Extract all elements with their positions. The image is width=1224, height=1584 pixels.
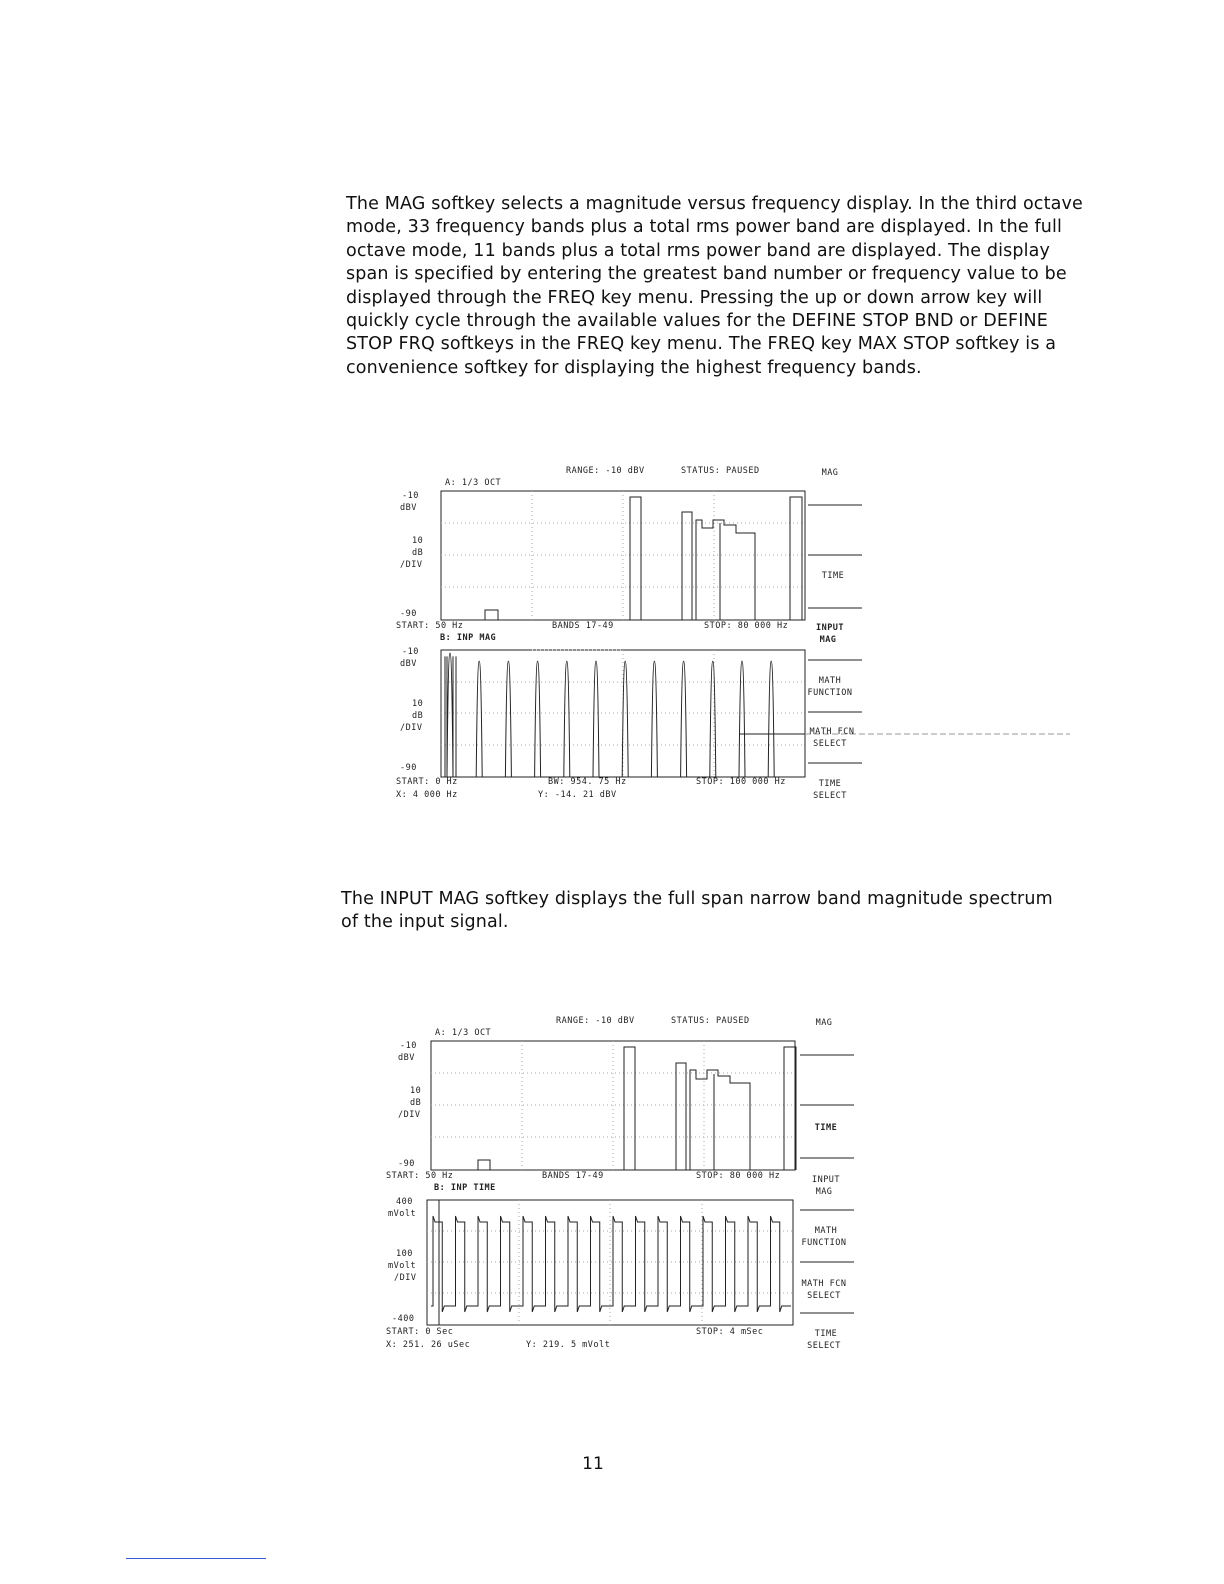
analyzer-screen-mag <box>390 463 870 808</box>
trace-b-ref: 400 <box>396 1197 413 1207</box>
trace-a-ref-unit: dBV <box>400 503 417 513</box>
trace-a-grid <box>431 1041 795 1170</box>
octave-band <box>690 1070 750 1170</box>
trace-b-ref-unit: dBV <box>400 659 417 669</box>
text-line: mode, 33 frequency bands plus a total rms power band are displayed. In the full <box>346 217 1063 238</box>
softkey-input-mag-line2[interactable]: MAG <box>819 635 837 645</box>
range-readout: RANGE: -10 dBV <box>556 1016 635 1026</box>
trace-a-start: START: 50 Hz <box>396 621 464 631</box>
text-line: of the input signal. <box>341 912 509 933</box>
octave-band <box>676 1063 686 1170</box>
marker-y-readout: Y: 219. 5 mVolt <box>526 1340 611 1350</box>
trace-b-scale-unit: mVolt <box>388 1261 417 1271</box>
softkey-time-select[interactable]: TIME <box>814 1329 838 1339</box>
softkey-math-fcn-select-line2[interactable]: SELECT <box>807 1291 841 1301</box>
trace-a-stop: STOP: 80 000 Hz <box>696 1171 781 1181</box>
text-line: The INPUT MAG softkey displays the full span narrow band magnitude spectrum <box>341 889 1053 909</box>
trace-b-scale-div: /DIV <box>400 723 423 733</box>
trace-b-bottom: -400 <box>392 1314 415 1324</box>
octave-band <box>624 1047 635 1170</box>
softkey-dividers <box>808 505 862 763</box>
softkey-input-mag[interactable]: INPUT <box>815 623 845 633</box>
softkey-input-mag-line2[interactable]: MAG <box>815 1187 833 1197</box>
trace-b-scale-unit: dB <box>412 711 424 721</box>
spectrum-trace <box>445 653 774 777</box>
spectrum-peak <box>564 661 570 777</box>
marker-y-readout: Y: -14. 21 dBV <box>538 790 617 800</box>
softkey-mag[interactable]: MAG <box>821 468 839 478</box>
trace-a-label: A: 1/3 OCT <box>445 478 502 488</box>
text-line: octave mode, 11 bands plus a total rms power band are displayed. The display <box>346 240 1051 261</box>
octave-band <box>682 512 692 620</box>
trace-b-label: B: INP TIME <box>434 1183 496 1193</box>
text-line: The MAG softkey selects a magnitude versus frequency display. In the third octave <box>346 194 1083 214</box>
trace-b-bw: BW: 954. 75 Hz <box>548 777 627 787</box>
trace-b-ref-unit: mVolt <box>388 1209 417 1219</box>
octave-band <box>478 1160 490 1170</box>
marker-x-readout: X: 251. 26 uSec <box>386 1340 471 1350</box>
trace-b-label: B: INP MAG <box>440 633 497 643</box>
status-readout: STATUS: PAUSED <box>681 466 760 476</box>
spectrum-peak <box>593 661 599 777</box>
octave-band <box>790 497 802 620</box>
trace-b-stop: STOP: 100 000 Hz <box>696 777 786 787</box>
intro-paragraph <box>346 193 1116 380</box>
spectrum-peak <box>651 661 657 777</box>
spectrum-peak <box>681 661 687 777</box>
softkey-time[interactable]: TIME <box>821 571 845 581</box>
softkey-math-fcn-select[interactable]: MATH FCN <box>801 1279 847 1289</box>
trace-a-bands: BANDS 17-49 <box>552 621 614 631</box>
softkey-math-function[interactable]: MATH <box>814 1226 838 1236</box>
text-line: STOP FRQ softkeys in the FREQ key menu. The FREQ key MAX STOP softkey is a <box>346 334 1057 355</box>
trace-a-scale-unit: dB <box>412 548 424 558</box>
softkey-mag[interactable]: MAG <box>815 1018 833 1028</box>
text-line: quickly cycle through the available values for the DEFINE STOP BND or DEFINE <box>346 311 1049 332</box>
range-readout: RANGE: -10 dBV <box>566 466 645 476</box>
trace-a-bottom: -90 <box>400 609 417 619</box>
spectrum-peak <box>505 661 511 777</box>
status-readout: STATUS: PAUSED <box>671 1016 750 1026</box>
trace-a-scale-unit: dB <box>410 1098 422 1108</box>
softkey-math-fcn-select-line2[interactable]: SELECT <box>813 739 847 749</box>
trace-b-start: START: 0 Hz <box>396 777 458 787</box>
trace-b-ref: -10 <box>402 647 419 657</box>
footer-rule <box>126 1558 266 1559</box>
trace-b-stop: STOP: 4 mSec <box>696 1327 764 1337</box>
trace-a-ref: -10 <box>402 491 419 501</box>
trace-b-scale: 100 <box>396 1249 413 1259</box>
trace-a-grid <box>441 491 805 620</box>
trace-a-scale: 10 <box>410 1086 422 1096</box>
softkey-time-select-line2[interactable]: SELECT <box>807 1341 841 1351</box>
softkey-time-select-line2[interactable]: SELECT <box>813 791 847 801</box>
trace-a-scale-div: /DIV <box>398 1110 421 1120</box>
spectrum-peak <box>710 661 716 777</box>
trace-b-start: START: 0 Sec <box>386 1327 454 1337</box>
trace-b-scale: 10 <box>412 699 424 709</box>
input-mag-paragraph <box>341 888 1101 935</box>
softkey-time[interactable]: TIME <box>814 1123 838 1133</box>
text-line: convenience softkey for displaying the highest frequency bands. <box>346 357 922 378</box>
spectrum-peak <box>535 661 541 777</box>
spectrum-peak <box>447 653 453 777</box>
trace-a-bottom: -90 <box>398 1159 415 1169</box>
trace-a-ref: -10 <box>400 1041 417 1051</box>
page-number: 11 <box>582 1454 604 1474</box>
trace-a-label: A: 1/3 OCT <box>435 1028 492 1038</box>
text-line: span is specified by entering the greatest band number or frequency value to be <box>346 264 1067 285</box>
octave-band <box>696 520 755 620</box>
softkey-math-function-line2[interactable]: FUNCTION <box>801 1238 847 1248</box>
analyzer-screen-time <box>380 1013 860 1358</box>
text-line: displayed through the FREQ key menu. Pressing the up or down arrow key will <box>346 287 1043 308</box>
trace-a-bands: BANDS 17-49 <box>542 1171 604 1181</box>
octave-band <box>784 1047 796 1170</box>
trace-a-start: START: 50 Hz <box>386 1171 454 1181</box>
softkey-math-function-line2[interactable]: FUNCTION <box>807 688 853 698</box>
trace-a-scale: 10 <box>412 536 424 546</box>
spectrum-peak <box>739 661 745 777</box>
spectrum-peak <box>768 661 774 777</box>
octave-band <box>630 497 641 620</box>
trace-b-bottom: -90 <box>400 763 417 773</box>
marker-x-readout: X: 4 000 Hz <box>396 790 458 800</box>
octave-band <box>485 610 498 620</box>
square-wave-path <box>431 1216 791 1312</box>
trace-a-stop: STOP: 80 000 Hz <box>704 621 789 631</box>
trace-b-scale-div: /DIV <box>394 1273 417 1283</box>
spectrum-peak <box>476 661 482 777</box>
trace-a-ref-unit: dBV <box>398 1053 415 1063</box>
softkey-math-function[interactable]: MATH <box>818 676 842 686</box>
softkey-time-select[interactable]: TIME <box>818 779 842 789</box>
softkey-input-mag[interactable]: INPUT <box>811 1175 841 1185</box>
trace-a-scale-div: /DIV <box>400 560 423 570</box>
softkey-math-fcn-select[interactable]: MATH FCN <box>809 727 855 737</box>
